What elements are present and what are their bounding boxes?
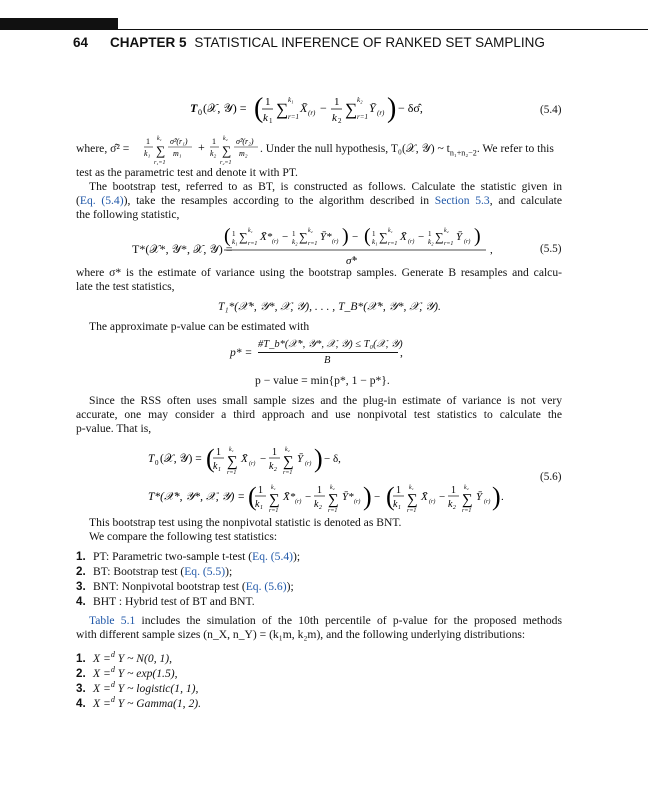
svg-text:T*(𝒳*, 𝒴*, 𝒳, 𝒴) =: T*(𝒳*, 𝒴*, 𝒳, 𝒴) =: [148, 491, 246, 503]
svg-text:− δ,: − δ,: [324, 453, 341, 465]
svg-text:r=1: r=1: [308, 241, 318, 247]
svg-text:∑: ∑: [283, 454, 294, 470]
svg-text:X̄: X̄: [241, 453, 248, 465]
variance-definition: where, σ̂² = 1 k₁ ∑ k₁ r₁=1 σ̂²(r₁) m₁ + 1 k₂ ∑ k₂ r₂=1 σ̂²(r₂) m₂ . Under the null hypothesis, T₀(𝒳, 𝒴) ~ $t_{n_1+n_2-2}$. We refer to this: [76, 136, 554, 166]
svg-text:1: 1: [146, 137, 150, 146]
svg-text:∑: ∑: [269, 492, 280, 508]
svg-text:r=1: r=1: [407, 508, 417, 514]
svg-text:r₂=1: r₂=1: [220, 160, 232, 166]
svg-text:(: (: [206, 444, 215, 473]
svg-text:k₂: k₂: [269, 461, 277, 472]
svg-text:(𝒳, 𝒴) =: (𝒳, 𝒴) =: [203, 101, 247, 115]
list-item: 4. BHT : Hybrid test of BT and BNT.: [76, 595, 255, 608]
svg-text:k₂: k₂: [448, 499, 456, 510]
svg-text:σ̂²(r₁): σ̂²(r₁): [170, 137, 188, 146]
paragraph-2-line-2: (Eq. (5.4)), take the resamples according to the algorithm described in Section 5.3, and calculate: [76, 194, 562, 207]
svg-text:Ȳ*: Ȳ*: [342, 491, 354, 503]
svg-text:m₂: m₂: [239, 149, 248, 158]
svg-text:k: k: [332, 112, 337, 124]
svg-text:(r): (r): [305, 461, 312, 467]
svg-text:1: 1: [451, 485, 456, 496]
svg-text:Ȳ: Ȳ: [456, 231, 463, 243]
svg-text:): ): [342, 225, 349, 247]
statistics-list: T₁*(𝒳*, 𝒴*, 𝒳, 𝒴), . . . , T_B*(𝒳*, 𝒴*, 𝒳, 𝒴).: [218, 300, 441, 313]
svg-text:): ): [314, 444, 323, 473]
svg-text:Ȳ: Ȳ: [369, 101, 376, 115]
svg-text:(r): (r): [272, 239, 279, 245]
svg-text:−: −: [352, 231, 359, 243]
svg-text:k₁: k₁: [393, 499, 401, 510]
svg-text:r=1: r=1: [269, 508, 279, 514]
equation-number-5-6: (5.6): [540, 471, 562, 483]
paragraph-2-line-3: the following statistic,: [76, 208, 180, 221]
link-eq-5-6[interactable]: Eq. (5.6): [245, 580, 287, 593]
distributions-list: [76, 650, 201, 710]
svg-text:k₂: k₂: [285, 447, 290, 453]
svg-text:1: 1: [272, 447, 277, 458]
svg-text:r=1: r=1: [248, 241, 258, 247]
paragraph-6-line-2: with different sample sizes (n_X, n_Y) = (k₁m, k₂m), and the following underlying distributions:: [76, 628, 526, 641]
svg-text:1: 1: [212, 137, 216, 146]
svg-text:X̄*: X̄*: [283, 491, 296, 503]
svg-text:m₁: m₁: [173, 149, 182, 158]
svg-text:): ): [363, 482, 372, 511]
list-item: 1. X =$^d$ Y ~ N(0, 1),: [76, 650, 173, 665]
svg-text:T: T: [148, 453, 155, 465]
list-item: 1. PT: Parametric two-sample t-test (Eq. (5.4));: [76, 550, 301, 563]
svg-text:k₁: k₁: [157, 136, 162, 142]
svg-text:1: 1: [258, 485, 263, 496]
paragraph-4-line-1: Since the RSS often uses small sample sizes and the plug-in estimate of variance is not very: [89, 394, 562, 407]
link-eq-5-5[interactable]: Eq. (5.5): [184, 565, 226, 578]
svg-text:k₂: k₂: [210, 149, 217, 158]
svg-text:∑: ∑: [276, 100, 289, 119]
svg-text:(: (: [224, 225, 231, 247]
list-item: 3. X =$^d$ Y ~ logistic(1, 1),: [76, 680, 199, 695]
paragraph-6-line-1: Table 5.1 includes the simulation of the 10th percentile of p-value for the proposed methods: [89, 614, 562, 627]
svg-text:1: 1: [372, 230, 376, 238]
svg-text:.: .: [501, 491, 504, 503]
svg-text:): ): [492, 482, 501, 511]
svg-text:(r): (r): [308, 109, 316, 117]
svg-text:0: 0: [198, 108, 202, 117]
svg-text:(r): (r): [332, 239, 339, 245]
svg-text:k₁: k₁: [288, 96, 294, 104]
svg-text:k₂: k₂: [330, 485, 335, 491]
svg-text:∑: ∑: [239, 230, 248, 244]
svg-text:(𝒳, 𝒴) =: (𝒳, 𝒴) =: [160, 453, 202, 465]
svg-text:k₁: k₁: [248, 228, 253, 234]
svg-text:): ): [387, 93, 397, 124]
svg-text:−: −: [418, 231, 425, 243]
svg-text:−: −: [320, 101, 327, 115]
tests-list: [76, 550, 300, 610]
svg-text:k₁: k₁: [144, 149, 151, 158]
svg-text:(: (: [254, 93, 264, 124]
equation-number-5-5: (5.5): [540, 243, 562, 255]
svg-text:T: T: [190, 101, 198, 115]
svg-text:r=1: r=1: [462, 508, 472, 514]
svg-text:∑: ∑: [462, 492, 473, 508]
header-bar: [0, 18, 118, 30]
svg-text:X̄*: X̄*: [260, 231, 273, 243]
svg-text:−: −: [282, 231, 289, 243]
svg-text:(r): (r): [408, 239, 415, 245]
list-item: 3. BNT: Nonpivotal bootstrap test (Eq. (5.6));: [76, 580, 294, 593]
svg-text:X̄: X̄: [400, 231, 407, 243]
svg-text:−: −: [305, 491, 312, 503]
paragraph-4-line-2: accurate, one may consider a third approach and use nonpivotal test statistics to calculate the: [76, 408, 562, 421]
svg-text:k₁: k₁: [388, 228, 393, 234]
svg-text:∑: ∑: [328, 492, 339, 508]
svg-text:Ȳ: Ȳ: [297, 453, 304, 465]
svg-text:0: 0: [155, 459, 159, 467]
svg-text:Ȳ*: Ȳ*: [320, 231, 332, 243]
equation-5-6: [148, 440, 508, 525]
svg-text:k₁: k₁: [213, 461, 221, 472]
svg-text:∑: ∑: [222, 143, 232, 158]
svg-text:r=1: r=1: [357, 113, 368, 121]
svg-text:1: 1: [428, 230, 432, 238]
svg-text:(r): (r): [295, 499, 302, 505]
svg-text:k₁: k₁: [271, 485, 276, 491]
svg-text:1: 1: [232, 230, 236, 238]
paragraph-5-line-2: We compare the following test statistics:: [89, 530, 278, 543]
svg-text:r=1: r=1: [283, 470, 293, 476]
svg-text:r=1: r=1: [444, 241, 454, 247]
svg-text:1: 1: [269, 117, 273, 125]
svg-text:Ȳ: Ȳ: [476, 491, 483, 503]
svg-text:k₂: k₂: [292, 238, 298, 246]
svg-text:2: 2: [338, 117, 342, 125]
svg-text:∑: ∑: [227, 454, 238, 470]
pvalue-equation: p − value = min{p*, 1 − p*}.: [255, 374, 390, 387]
svg-text:k₂: k₂: [357, 96, 363, 104]
link-table-5-1[interactable]: Table 5.1: [89, 614, 136, 627]
running-header: [73, 35, 545, 50]
svg-text:k₂: k₂: [223, 136, 228, 142]
svg-text:+: +: [198, 140, 205, 154]
svg-text:k₂: k₂: [464, 485, 469, 491]
svg-text:− δσ̂,: − δσ̂,: [398, 101, 423, 115]
svg-text:(: (: [386, 482, 395, 511]
svg-text:(r): (r): [354, 499, 361, 505]
paragraph-2-line-1: The bootstrap test, referred to as BT, is constructed as follows. Calculate the statistic given in: [89, 180, 562, 193]
svg-text:σ̂²(r₂): σ̂²(r₂): [236, 137, 254, 146]
svg-text:X̄: X̄: [300, 101, 308, 115]
svg-text:∑: ∑: [379, 230, 388, 244]
svg-text:r=1: r=1: [227, 470, 237, 476]
svg-text:∑: ∑: [345, 100, 358, 119]
svg-text:r=1: r=1: [388, 241, 398, 247]
paragraph-3-line-2: late the test statistics,: [76, 280, 175, 293]
svg-text:k₁: k₁: [409, 485, 414, 491]
paragraph-5-line-1: This bootstrap test using the nonpivotal statistic is denoted as BNT.: [89, 516, 402, 529]
svg-text:1: 1: [317, 485, 322, 496]
svg-text:1: 1: [292, 230, 296, 238]
svg-text:k₂: k₂: [444, 228, 449, 234]
svg-text:,: ,: [490, 244, 493, 256]
svg-text:1: 1: [265, 96, 271, 108]
list-item: 4. X =$^d$ Y ~ Gamma(1, 2).: [76, 695, 202, 710]
svg-text:∑: ∑: [435, 230, 444, 244]
svg-text:1: 1: [396, 485, 401, 496]
svg-text:k₁: k₁: [229, 447, 234, 453]
svg-text:∑: ∑: [407, 492, 418, 508]
svg-text:(r): (r): [249, 461, 256, 467]
svg-text:(r): (r): [429, 499, 436, 505]
paragraph-3-line-1: where σ* is the estimate of variance using the bootstrap samples. Generate B resamples and calcu-: [76, 266, 562, 279]
svg-text:r=1: r=1: [328, 508, 338, 514]
equation-number-5-4: (5.4): [540, 104, 562, 116]
pstar-equation: p* = #T_b*(𝒳*, 𝒴*, 𝒳, 𝒴) ≤ T₀(𝒳, 𝒴) B ,: [230, 339, 403, 366]
header-rule: [118, 29, 648, 30]
svg-text:σ̂*: σ̂*: [346, 255, 357, 267]
paragraph-1-end: test as the parametric test and denote it with PT.: [76, 166, 298, 179]
svg-text:k₂: k₂: [308, 228, 313, 234]
svg-text:r=1: r=1: [288, 113, 299, 121]
svg-text:(r): (r): [484, 499, 491, 505]
svg-text:∑: ∑: [299, 230, 308, 244]
link-eq-5-4[interactable]: Eq. (5.4): [252, 550, 294, 563]
list-item: 2. X =$^d$ Y ~ exp(1.5),: [76, 665, 178, 680]
link-eq-5-4[interactable]: Eq. (5.4): [79, 194, 124, 207]
paragraph-4-line-3: p-value. That is,: [76, 422, 152, 435]
page-number: 64: [73, 35, 89, 50]
svg-text:k₂: k₂: [428, 238, 434, 246]
link-section-5-3[interactable]: Section 5.3: [434, 194, 490, 207]
svg-text:k₁: k₁: [255, 499, 263, 510]
svg-text:X̄: X̄: [421, 491, 428, 503]
svg-text:r₁=1: r₁=1: [154, 160, 166, 166]
svg-text:k₂: k₂: [314, 499, 322, 510]
chapter-label: CHAPTER 5: [110, 35, 187, 50]
svg-text:−: −: [439, 491, 446, 503]
svg-text:−: −: [260, 453, 267, 465]
pvalue-intro: The approximate p-value can be estimated with: [89, 320, 310, 333]
svg-text:−: −: [374, 491, 381, 503]
svg-text:k₁: k₁: [372, 238, 378, 246]
svg-text:k₁: k₁: [232, 238, 238, 246]
svg-text:(: (: [248, 482, 257, 511]
svg-text:1: 1: [216, 447, 221, 458]
list-item: 2. BT: Bootstrap test (Eq. (5.5));: [76, 565, 233, 578]
equation-5-4: [190, 88, 450, 133]
svg-text:k: k: [263, 112, 268, 124]
svg-text:(: (: [364, 225, 371, 247]
svg-text:(r): (r): [377, 109, 385, 117]
svg-text:1: 1: [334, 96, 340, 108]
svg-text:(r): (r): [464, 239, 471, 245]
chapter-title: STATISTICAL INFERENCE OF RANKED SET SAMPLING: [194, 35, 545, 50]
svg-text:): ): [474, 225, 481, 247]
svg-text:∑: ∑: [156, 143, 166, 158]
